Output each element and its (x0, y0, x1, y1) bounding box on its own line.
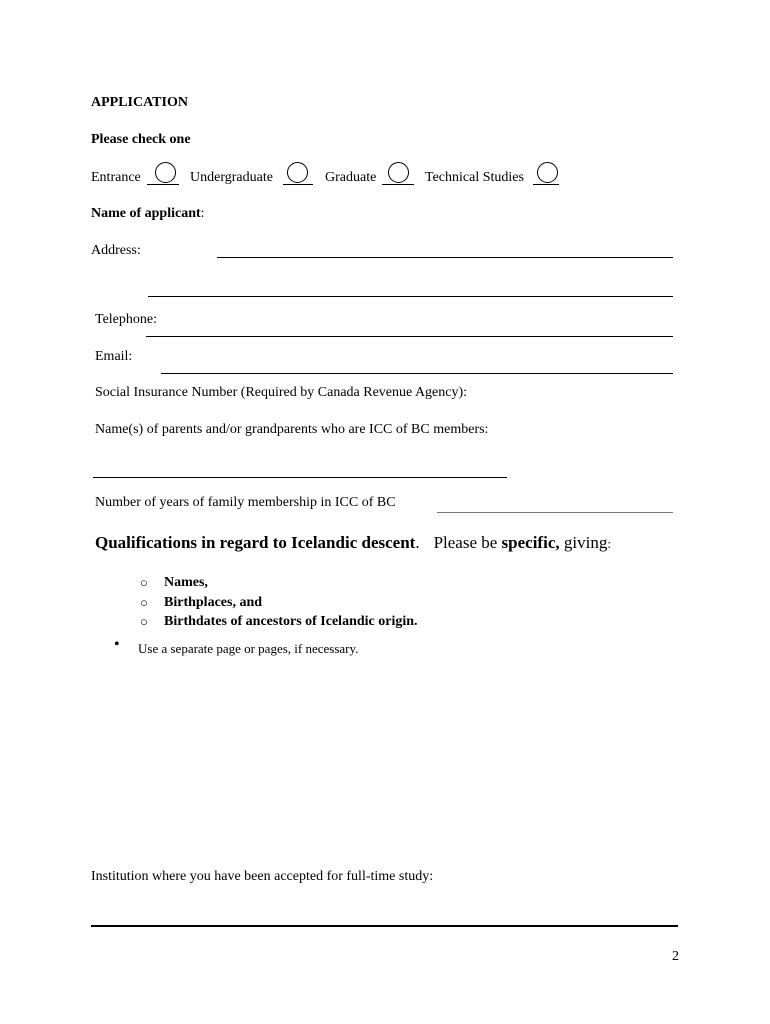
circle-bullet-icon: ○ (140, 595, 148, 610)
years-line[interactable] (437, 512, 673, 513)
parents-label: Name(s) of parents and/or grandparents who are ICC of BC members: (95, 422, 489, 437)
option-technical-underline (533, 184, 559, 185)
option-entrance-radio[interactable] (155, 162, 176, 183)
address-line-1[interactable] (217, 257, 673, 258)
email-line[interactable] (161, 373, 673, 374)
qualifications-heading: Qualifications in regard to Icelandic descent. Please be specific, giving: (95, 533, 611, 552)
separate-page-note: Use a separate page or pages, if necessary. (138, 641, 359, 656)
circle-bullet-icon: ○ (140, 575, 148, 590)
option-entrance-underline (147, 184, 179, 185)
option-graduate-label: Graduate (325, 170, 377, 185)
sub-item-birthplaces: Birthplaces, and (164, 595, 263, 610)
sin-label: Social Insurance Number (Required by Canada Revenue Agency): (95, 385, 468, 400)
dot-bullet-icon: • (114, 636, 120, 653)
option-technical-label: Technical Studies (425, 170, 524, 185)
option-undergraduate-radio[interactable] (287, 162, 308, 183)
option-technical-radio[interactable] (537, 162, 558, 183)
address-line-2[interactable] (148, 296, 673, 297)
telephone-line[interactable] (146, 336, 673, 337)
circle-bullet-icon: ○ (140, 614, 148, 629)
sub-item-names: Names, (164, 575, 208, 590)
option-undergraduate-label: Undergraduate (190, 170, 273, 185)
option-entrance-label: Entrance (91, 170, 141, 185)
option-undergraduate-underline (283, 184, 313, 185)
page-number: 2 (672, 949, 679, 964)
form-title: APPLICATION (91, 95, 188, 110)
institution-label: Institution where you have been accepted for full-time study: (91, 869, 434, 884)
option-graduate-radio[interactable] (388, 162, 409, 183)
email-label: Email: (95, 349, 133, 364)
parents-line[interactable] (93, 477, 507, 478)
name-applicant-label: Name of applicant: (91, 206, 205, 221)
sub-item-birthdates: Birthdates of ancestors of Icelandic origin. (164, 614, 418, 629)
address-label: Address: (91, 243, 141, 258)
check-prompt: Please check one (91, 132, 191, 147)
telephone-label: Telephone: (95, 312, 157, 327)
years-label: Number of years of family membership in ICC of BC (95, 495, 396, 510)
institution-line[interactable] (91, 925, 678, 927)
option-graduate-underline (382, 184, 414, 185)
